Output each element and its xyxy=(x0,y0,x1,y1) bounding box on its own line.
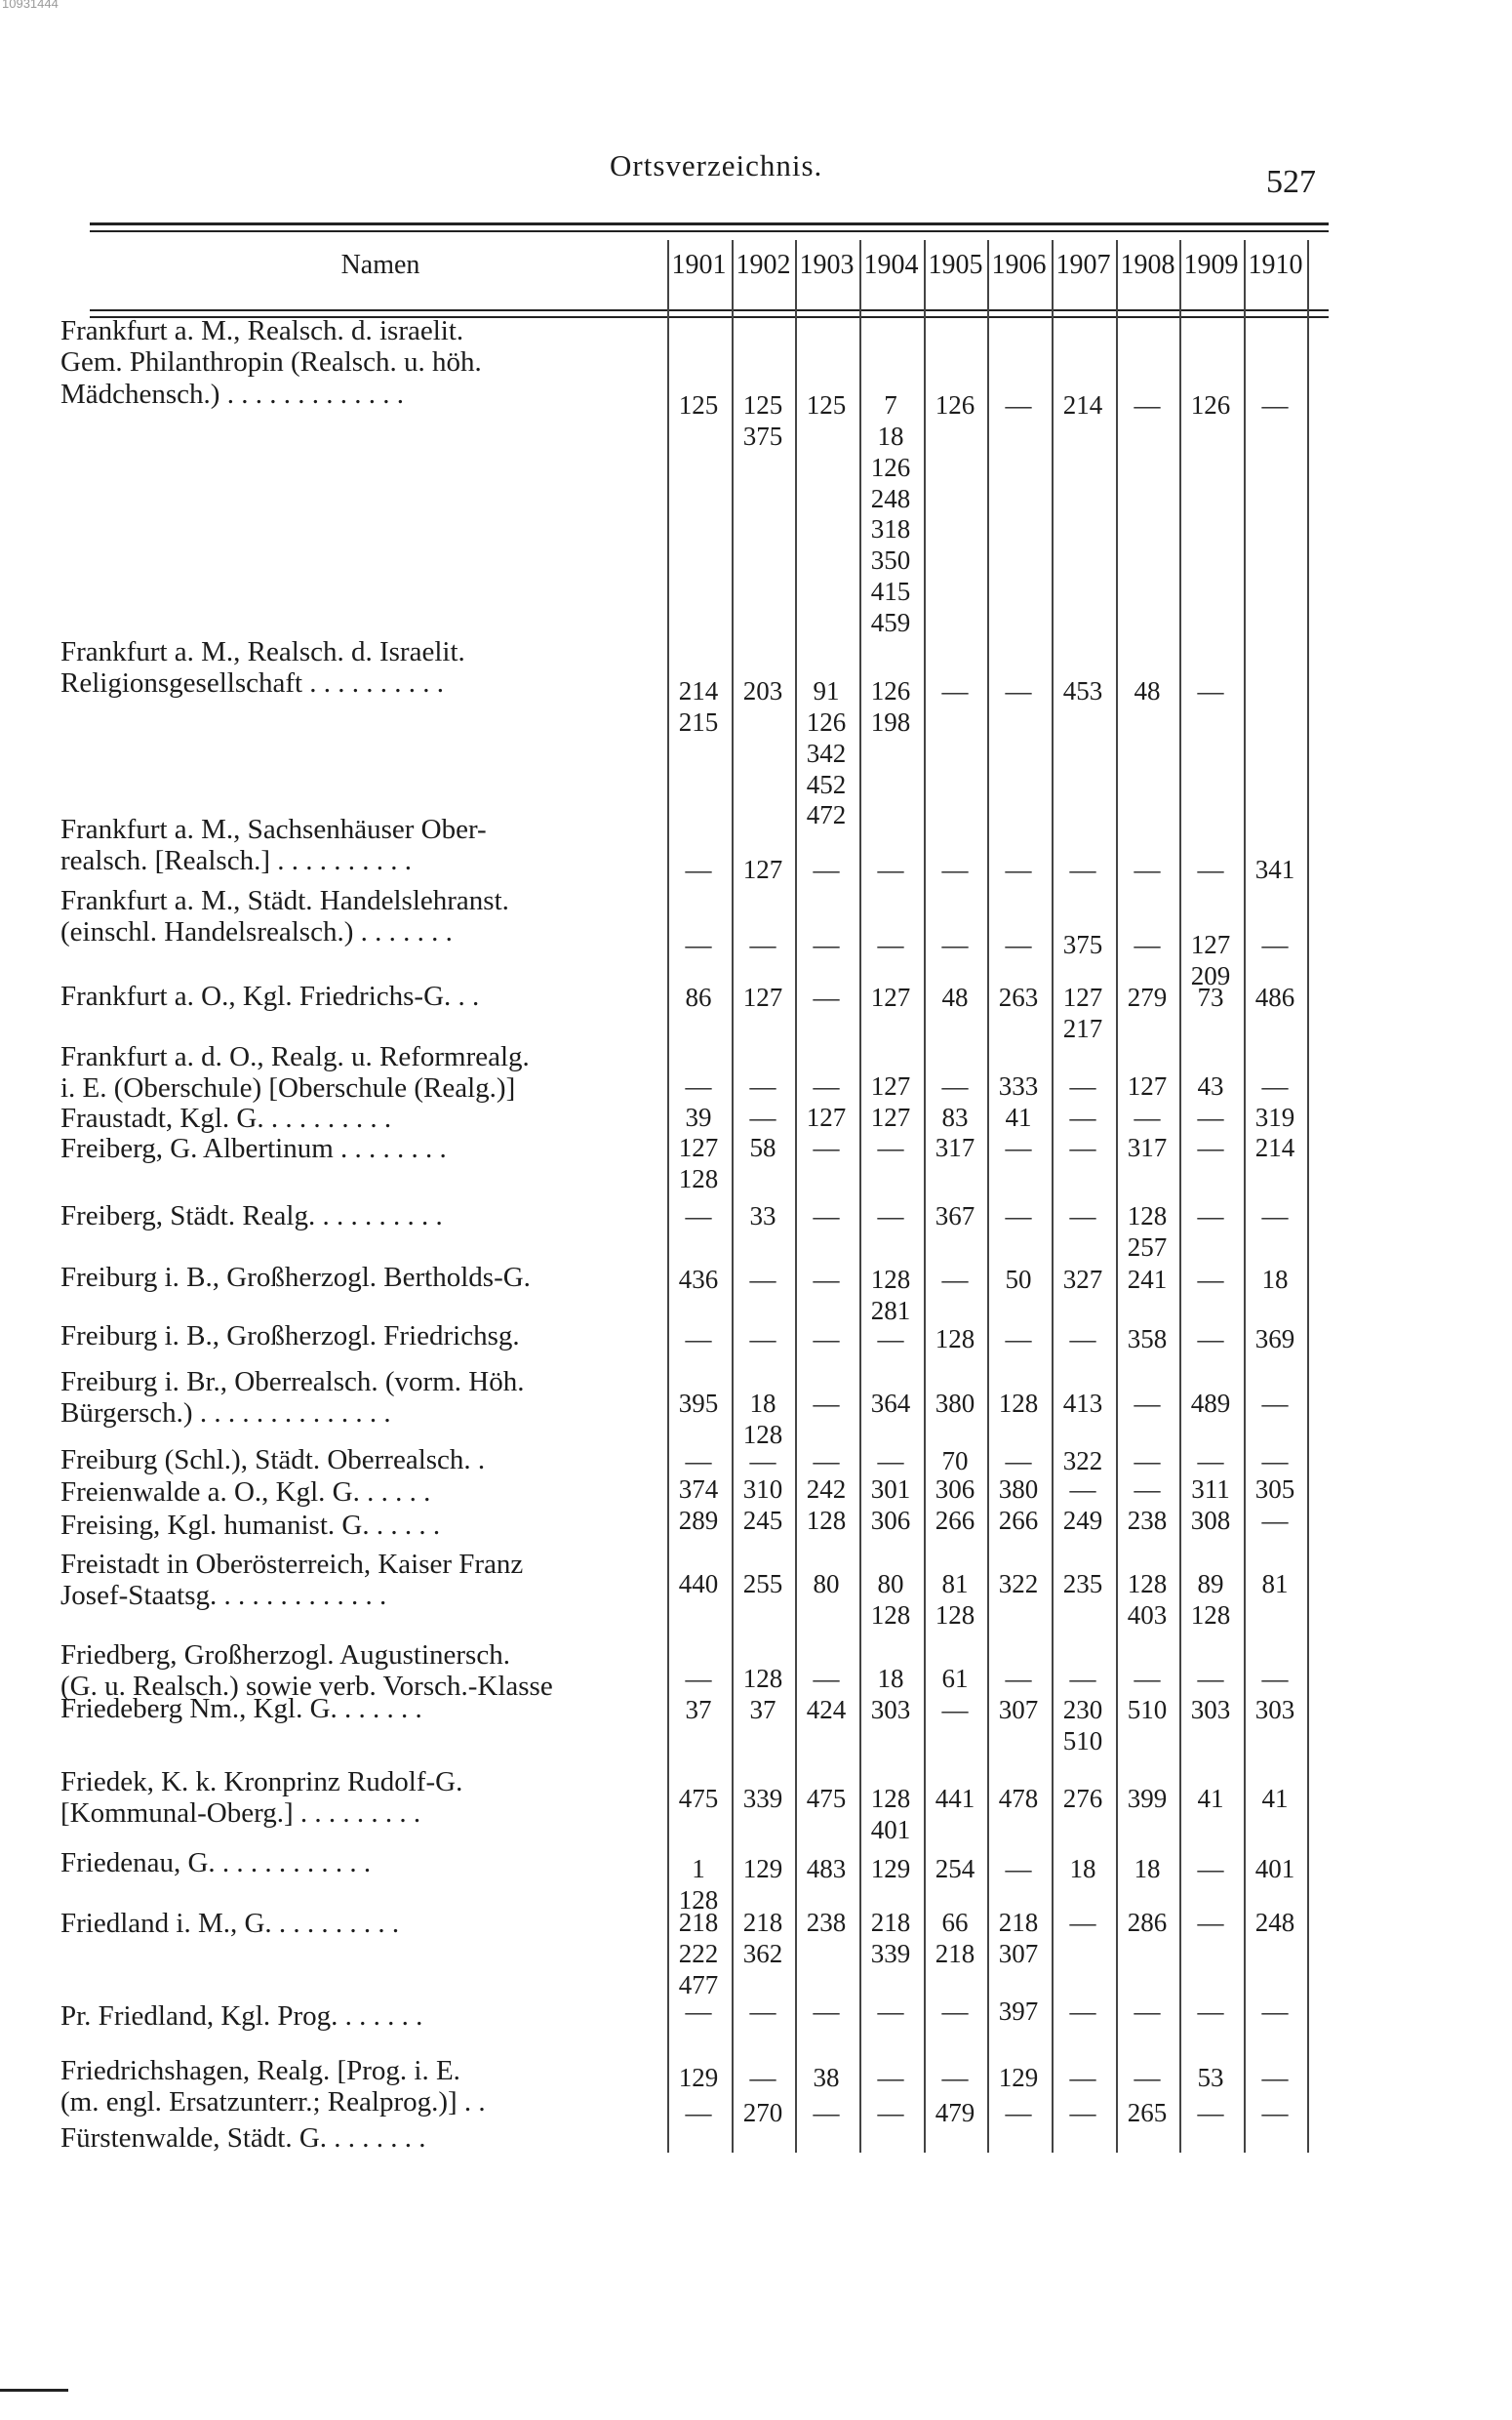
enrollment-cell: — xyxy=(1134,390,1161,420)
enrollment-cell: 276 xyxy=(1062,1784,1103,1813)
enrollment-cell: — xyxy=(1134,1389,1161,1418)
enrollment-cell: — xyxy=(941,855,969,884)
enrollment-cell: 43 xyxy=(1197,1071,1224,1101)
enrollment-cell: — xyxy=(941,1996,969,2026)
enrollment-cell: — xyxy=(749,1265,776,1294)
enrollment-cell: 303 xyxy=(1190,1695,1231,1724)
enrollment-cell: 401 xyxy=(1254,1854,1295,1883)
enrollment-cell: 333 xyxy=(998,1071,1039,1101)
scan-identifier: 10931444 xyxy=(2,0,59,11)
enrollment-cell: 129 xyxy=(742,1854,783,1883)
enrollment-cell: — xyxy=(813,2098,840,2127)
enrollment-cell: — xyxy=(1069,1474,1096,1504)
enrollment-cell: — xyxy=(877,2098,904,2127)
enrollment-cell: 89 128 xyxy=(1190,1569,1231,1630)
enrollment-cell: 214 xyxy=(1254,1133,1295,1162)
enrollment-cell: 18 xyxy=(1069,1854,1096,1883)
enrollment-cell: 127 209 xyxy=(1190,930,1231,990)
school-name: Freiburg i. Br., Oberrealsch. (vorm. Höh. Bürgersch.) . . . . . . . . . . . . . . xyxy=(60,1366,525,1430)
names-column-header: Namen xyxy=(340,250,420,280)
enrollment-cell: — xyxy=(813,1071,840,1101)
enrollment-cell: — xyxy=(813,930,840,959)
enrollment-cell: 18 xyxy=(1134,1854,1161,1883)
enrollment-cell: 127 xyxy=(870,1103,911,1132)
enrollment-cell: 18 xyxy=(877,1664,904,1693)
school-name: Frankfurt a. M., Realsch. d. israelit. Gem. Philanthropin (Realsch. u. höh. Mädchensch.) . . . . . . . . . . . . . xyxy=(60,315,482,410)
enrollment-cell: 48 xyxy=(1134,676,1161,706)
enrollment-cell: — xyxy=(749,1324,776,1353)
enrollment-cell: 255 xyxy=(742,1569,783,1598)
enrollment-cell: — xyxy=(941,930,969,959)
enrollment-cell: 127 xyxy=(1127,1071,1168,1101)
enrollment-cell: — xyxy=(877,1324,904,1353)
school-name: Pr. Friedland, Kgl. Prog. . . . . . . xyxy=(60,2000,423,2032)
school-name: Freistadt in Oberösterreich, Kaiser Franz Josef-Staatsg. . . . . . . . . . . . . xyxy=(60,1549,524,1612)
enrollment-cell: 319 xyxy=(1254,1103,1295,1132)
enrollment-cell: 263 xyxy=(998,983,1039,1012)
enrollment-cell: — xyxy=(685,1324,712,1353)
enrollment-cell: 80 xyxy=(813,1569,840,1598)
enrollment-cell: — xyxy=(877,1201,904,1230)
enrollment-cell: 358 xyxy=(1127,1324,1168,1353)
year-header: 1905 xyxy=(928,250,983,280)
enrollment-cell: 266 xyxy=(998,1506,1039,1535)
enrollment-cell: 238 xyxy=(1127,1506,1168,1535)
enrollment-cell: — xyxy=(1197,1133,1224,1162)
school-name: Freienwalde a. O., Kgl. G. . . . . . xyxy=(60,1476,431,1508)
enrollment-cell: 7 18 126 248 318 350 415 459 xyxy=(870,390,911,638)
enrollment-cell: 489 xyxy=(1190,1389,1231,1418)
school-name: Frankfurt a. d. O., Realg. u. Reformrealg. i. E. (Oberschule) [Oberschule (Realg.)] xyxy=(60,1041,530,1105)
enrollment-cell: — xyxy=(685,930,712,959)
enrollment-cell: 1 128 xyxy=(678,1854,719,1915)
enrollment-cell: 50 xyxy=(1005,1265,1032,1294)
enrollment-cell: 375 xyxy=(1062,930,1103,959)
enrollment-cell: — xyxy=(813,1265,840,1294)
enrollment-cell: 128 403 xyxy=(1127,1569,1168,1630)
school-name: Freiberg, Städt. Realg. . . . . . . . . . xyxy=(60,1200,443,1231)
enrollment-cell: 479 xyxy=(935,2098,975,2127)
enrollment-cell: 436 xyxy=(678,1265,719,1294)
enrollment-cell: — xyxy=(813,1996,840,2026)
enrollment-cell: 41 xyxy=(1197,1784,1224,1813)
enrollment-cell: — xyxy=(1261,2063,1289,2092)
enrollment-cell: 424 xyxy=(806,1695,847,1724)
enrollment-cell: — xyxy=(749,1996,776,2026)
enrollment-cell: — xyxy=(1069,1133,1096,1162)
enrollment-cell: — xyxy=(877,1996,904,2026)
enrollment-cell: 127 xyxy=(806,1103,847,1132)
enrollment-cell: — xyxy=(749,930,776,959)
enrollment-cell: 18 xyxy=(1261,1265,1289,1294)
enrollment-cell: — xyxy=(1197,1103,1224,1132)
enrollment-cell: — xyxy=(1005,855,1032,884)
school-name: Friedek, K. k. Kronprinz Rudolf-G. [Kommunal-Oberg.] . . . . . . . . . xyxy=(60,1766,463,1830)
enrollment-cell: 58 xyxy=(749,1133,776,1162)
school-name: Frankfurt a. O., Kgl. Friedrichs-G. . . xyxy=(60,981,480,1012)
school-name: Freiberg, G. Albertinum . . . . . . . . xyxy=(60,1133,447,1164)
school-name: Frankfurt a. M., Sachsenhäuser Ober- realsch. [Realsch.] . . . . . . . . . . xyxy=(60,814,487,877)
enrollment-cell: 413 xyxy=(1062,1389,1103,1418)
enrollment-cell: — xyxy=(749,1071,776,1101)
enrollment-cell: 128 281 xyxy=(870,1265,911,1325)
year-header: 1909 xyxy=(1183,250,1239,280)
enrollment-cell: 341 xyxy=(1254,855,1295,884)
enrollment-cell: — xyxy=(1197,2098,1224,2127)
enrollment-cell: — xyxy=(1005,1201,1032,1230)
enrollment-cell: 303 xyxy=(870,1695,911,1724)
enrollment-cell: — xyxy=(813,1324,840,1353)
enrollment-cell: 380 xyxy=(998,1474,1039,1504)
enrollment-cell: — xyxy=(1261,2098,1289,2127)
enrollment-cell: 311 xyxy=(1191,1474,1230,1504)
school-name: Fürstenwalde, Städt. G. . . . . . . . xyxy=(60,2122,426,2154)
school-name: Friedrichshagen, Realg. [Prog. i. E. (m. engl. Ersatzunterr.; Realprog.)] . . xyxy=(60,2055,486,2118)
enrollment-cell: 41 xyxy=(1261,1784,1289,1813)
enrollment-cell: — xyxy=(813,1446,840,1475)
top-double-rule-upper xyxy=(90,222,1329,225)
enrollment-cell: 218 362 xyxy=(742,1908,783,1968)
school-name: Friedenau, G. . . . . . . . . . . . xyxy=(60,1847,372,1878)
enrollment-cell: 230 510 xyxy=(1062,1695,1103,1755)
enrollment-cell: 81 128 xyxy=(935,1569,975,1630)
enrollment-cell: — xyxy=(1069,1201,1096,1230)
enrollment-cell: 53 xyxy=(1197,2063,1224,2092)
enrollment-cell: 41 xyxy=(1005,1103,1032,1132)
enrollment-cell: — xyxy=(1069,855,1096,884)
enrollment-cell: — xyxy=(1261,1201,1289,1230)
school-name: Fraustadt, Kgl. G. . . . . . . . . . xyxy=(60,1103,392,1134)
enrollment-cell: — xyxy=(1134,1474,1161,1504)
enrollment-cell: — xyxy=(685,1996,712,2026)
enrollment-cell: — xyxy=(685,1201,712,1230)
enrollment-cell: 218 339 xyxy=(870,1908,911,1968)
enrollment-cell: 289 xyxy=(678,1506,719,1535)
enrollment-cell: — xyxy=(1197,1446,1224,1475)
enrollment-cell: 395 xyxy=(678,1389,719,1418)
enrollment-cell: 380 xyxy=(935,1389,975,1418)
enrollment-cell: 128 401 xyxy=(870,1784,911,1844)
enrollment-cell: — xyxy=(1005,1854,1032,1883)
enrollment-cell: — xyxy=(1261,1506,1289,1535)
enrollment-cell: — xyxy=(1197,1664,1224,1693)
enrollment-cell: 441 xyxy=(935,1784,975,1813)
enrollment-cell: 235 xyxy=(1062,1569,1103,1598)
school-name: Frankfurt a. M., Städt. Handelslehranst. (einschl. Handelsrealsch.) . . . . . . . xyxy=(60,885,509,948)
enrollment-cell: — xyxy=(1134,1996,1161,2026)
enrollment-cell: 86 xyxy=(685,983,712,1012)
enrollment-cell: — xyxy=(685,1446,712,1475)
enrollment-cell: 440 xyxy=(678,1569,719,1598)
enrollment-cell: 306 xyxy=(870,1506,911,1535)
enrollment-cell: 286 xyxy=(1127,1908,1168,1937)
enrollment-cell: — xyxy=(1197,1854,1224,1883)
enrollment-cell: — xyxy=(1134,1103,1161,1132)
enrollment-cell: 127 217 xyxy=(1062,983,1103,1043)
enrollment-cell: — xyxy=(813,1389,840,1418)
enrollment-cell: 307 xyxy=(998,1695,1039,1724)
enrollment-cell: — xyxy=(685,1664,712,1693)
enrollment-cell: 128 257 xyxy=(1127,1201,1168,1262)
enrollment-cell: 245 xyxy=(742,1506,783,1535)
enrollment-cell: 127 xyxy=(742,855,783,884)
enrollment-cell: — xyxy=(1005,1664,1032,1693)
enrollment-cell: — xyxy=(1197,855,1224,884)
enrollment-cell: 127 xyxy=(870,1071,911,1101)
enrollment-cell: — xyxy=(877,1446,904,1475)
enrollment-cell: — xyxy=(1069,2063,1096,2092)
enrollment-cell: — xyxy=(941,1695,969,1724)
enrollment-cell: — xyxy=(813,1664,840,1693)
enrollment-cell: 127 xyxy=(742,983,783,1012)
enrollment-cell: 305 xyxy=(1254,1474,1295,1504)
enrollment-cell: 238 xyxy=(806,1908,847,1937)
year-header: 1903 xyxy=(799,250,855,280)
enrollment-cell: 475 xyxy=(806,1784,847,1813)
enrollment-cell: 37 xyxy=(749,1695,776,1724)
enrollment-cell: — xyxy=(941,1071,969,1101)
enrollment-cell: — xyxy=(1197,1265,1224,1294)
enrollment-cell: — xyxy=(749,1446,776,1475)
enrollment-cell: 126 xyxy=(1190,390,1231,420)
enrollment-cell: 327 xyxy=(1062,1265,1103,1294)
school-name: Frankfurt a. M., Realsch. d. Israelit. Religionsgesellschaft . . . . . . . . . . xyxy=(60,636,465,700)
top-double-rule-lower xyxy=(90,230,1329,232)
enrollment-cell: — xyxy=(1197,1908,1224,1937)
year-header: 1902 xyxy=(736,250,791,280)
enrollment-cell: — xyxy=(1197,676,1224,706)
enrollment-cell: 308 xyxy=(1190,1506,1231,1535)
enrollment-cell: 248 xyxy=(1254,1908,1295,1937)
enrollment-cell: — xyxy=(1197,1201,1224,1230)
enrollment-cell: — xyxy=(1134,855,1161,884)
enrollment-cell: 214 xyxy=(1062,390,1103,420)
enrollment-cell: — xyxy=(941,676,969,706)
enrollment-cell: 129 xyxy=(870,1854,911,1883)
enrollment-cell: — xyxy=(877,2063,904,2092)
enrollment-cell: 242 xyxy=(806,1474,847,1504)
enrollment-cell: — xyxy=(1069,2098,1096,2127)
enrollment-cell: 303 xyxy=(1254,1695,1295,1724)
column-separator xyxy=(1307,240,1309,2153)
enrollment-cell: — xyxy=(1197,1996,1224,2026)
enrollment-cell: 127 xyxy=(870,983,911,1012)
school-name: Freiburg (Schl.), Städt. Oberrealsch. . xyxy=(60,1444,486,1475)
school-name: Friedeberg Nm., Kgl. G. . . . . . . xyxy=(60,1693,422,1724)
enrollment-cell: — xyxy=(749,2063,776,2092)
enrollment-cell: 73 xyxy=(1197,983,1224,1012)
enrollment-cell: 310 xyxy=(742,1474,783,1504)
enrollment-cell: 61 xyxy=(941,1664,969,1693)
enrollment-cell: 129 xyxy=(998,2063,1039,2092)
enrollment-cell: 128 xyxy=(742,1664,783,1693)
enrollment-cell: — xyxy=(877,855,904,884)
enrollment-cell: 80 128 xyxy=(870,1569,911,1630)
enrollment-cell: — xyxy=(1261,1664,1289,1693)
enrollment-cell: 91 126 342 452 472 xyxy=(806,676,847,830)
school-name: Friedland i. M., G. . . . . . . . . . xyxy=(60,1908,400,1939)
enrollment-cell: 18 128 xyxy=(742,1389,783,1449)
enrollment-cell: 510 xyxy=(1127,1695,1168,1724)
enrollment-cell: 317 xyxy=(1127,1133,1168,1162)
enrollment-cell: 241 xyxy=(1127,1265,1168,1294)
enrollment-cell: 125 xyxy=(678,390,719,420)
enrollment-cell: — xyxy=(1005,390,1032,420)
enrollment-cell: — xyxy=(1134,1664,1161,1693)
enrollment-cell: 39 xyxy=(685,1103,712,1132)
enrollment-cell: 128 xyxy=(806,1506,847,1535)
enrollment-cell: 126 xyxy=(935,390,975,420)
enrollment-cell: — xyxy=(1134,2063,1161,2092)
enrollment-cell: — xyxy=(1069,1103,1096,1132)
enrollment-cell: — xyxy=(1005,1133,1032,1162)
enrollment-cell: — xyxy=(1261,1071,1289,1101)
year-header: 1906 xyxy=(991,250,1047,280)
enrollment-cell: 265 xyxy=(1127,2098,1168,2127)
enrollment-cell: — xyxy=(1069,1071,1096,1101)
enrollment-cell: — xyxy=(685,1071,712,1101)
enrollment-cell: 128 xyxy=(935,1324,975,1353)
enrollment-cell: — xyxy=(1261,390,1289,420)
enrollment-cell: — xyxy=(1069,1908,1096,1937)
enrollment-cell: — xyxy=(1134,1446,1161,1475)
enrollment-cell: 203 xyxy=(742,676,783,706)
enrollment-cell: 369 xyxy=(1254,1324,1295,1353)
enrollment-cell: 367 xyxy=(935,1201,975,1230)
enrollment-cell: — xyxy=(1069,1324,1096,1353)
year-header: 1907 xyxy=(1055,250,1111,280)
enrollment-cell: — xyxy=(1261,1996,1289,2026)
year-header: 1904 xyxy=(863,250,919,280)
enrollment-cell: 399 xyxy=(1127,1784,1168,1813)
enrollment-cell: 48 xyxy=(941,983,969,1012)
enrollment-cell: 125 xyxy=(806,390,847,420)
enrollment-cell: 70 xyxy=(941,1446,969,1475)
enrollment-cell: 126 198 xyxy=(870,676,911,737)
enrollment-cell: 249 xyxy=(1062,1506,1103,1535)
enrollment-cell: — xyxy=(1261,930,1289,959)
enrollment-cell: 214 215 xyxy=(678,676,719,737)
enrollment-cell: — xyxy=(1134,930,1161,959)
enrollment-cell: 266 xyxy=(935,1506,975,1535)
enrollment-cell: 83 xyxy=(941,1103,969,1132)
enrollment-cell: 397 xyxy=(998,1996,1039,2026)
bottom-edge-mark xyxy=(0,2389,68,2392)
year-header: 1901 xyxy=(671,250,727,280)
enrollment-cell: — xyxy=(941,1265,969,1294)
enrollment-cell: 125 375 xyxy=(742,390,783,451)
enrollment-cell: 129 xyxy=(678,2063,719,2092)
enrollment-cell: 475 xyxy=(678,1784,719,1813)
enrollment-cell: — xyxy=(1005,930,1032,959)
enrollment-cell: — xyxy=(1069,1996,1096,2026)
enrollment-cell: 322 xyxy=(998,1569,1039,1598)
enrollment-cell: 374 xyxy=(678,1474,719,1504)
enrollment-cell: 306 xyxy=(935,1474,975,1504)
enrollment-cell: — xyxy=(1069,1664,1096,1693)
enrollment-cell: 218 307 xyxy=(998,1908,1039,1968)
enrollment-cell: — xyxy=(1005,676,1032,706)
school-name: Freising, Kgl. humanist. G. . . . . . xyxy=(60,1510,441,1541)
enrollment-cell: — xyxy=(1005,2098,1032,2127)
enrollment-cell: 127 128 xyxy=(678,1133,719,1193)
enrollment-cell: — xyxy=(685,855,712,884)
enrollment-cell: — xyxy=(1005,1324,1032,1353)
enrollment-cell: — xyxy=(813,983,840,1012)
enrollment-cell: — xyxy=(1005,1446,1032,1475)
enrollment-cell: 270 xyxy=(742,2098,783,2127)
enrollment-cell: 301 xyxy=(870,1474,911,1504)
enrollment-cell: — xyxy=(941,2063,969,2092)
enrollment-cell: 317 xyxy=(935,1133,975,1162)
enrollment-cell: — xyxy=(1261,1389,1289,1418)
enrollment-cell: — xyxy=(877,1133,904,1162)
enrollment-cell: 486 xyxy=(1254,983,1295,1012)
enrollment-cell: 483 xyxy=(806,1854,847,1883)
enrollment-cell: 339 xyxy=(742,1784,783,1813)
enrollment-cell: 38 xyxy=(813,2063,840,2092)
enrollment-cell: 279 xyxy=(1127,983,1168,1012)
enrollment-cell: 364 xyxy=(870,1389,911,1418)
running-title: Ortsverzeichnis. xyxy=(610,148,823,182)
enrollment-cell: 478 xyxy=(998,1784,1039,1813)
school-name: Friedberg, Großherzogl. Augustinersch. (G. u. Realsch.) sowie verb. Vorsch.-Klasse xyxy=(60,1639,553,1703)
enrollment-cell: — xyxy=(1261,1446,1289,1475)
enrollment-cell: — xyxy=(1197,1324,1224,1353)
school-name: Freiburg i. B., Großherzogl. Friedrichsg. xyxy=(60,1320,520,1351)
enrollment-cell: 66 218 xyxy=(935,1908,975,1968)
enrollment-cell: 81 xyxy=(1261,1569,1289,1598)
enrollment-cell: — xyxy=(685,2098,712,2127)
enrollment-cell: — xyxy=(813,855,840,884)
header-bottom-rule-upper xyxy=(90,309,1329,311)
enrollment-cell: — xyxy=(813,1133,840,1162)
enrollment-cell: 218 222 477 xyxy=(678,1908,719,1999)
year-header: 1910 xyxy=(1248,250,1303,280)
enrollment-cell: — xyxy=(813,1201,840,1230)
enrollment-cell: 322 xyxy=(1062,1446,1103,1475)
enrollment-cell: 453 xyxy=(1062,676,1103,706)
enrollment-cell: — xyxy=(877,930,904,959)
school-name: Freiburg i. B., Großherzogl. Bertholds-G. xyxy=(60,1262,531,1293)
enrollment-cell: — xyxy=(749,1103,776,1132)
enrollment-cell: 37 xyxy=(685,1695,712,1724)
enrollment-cell: 254 xyxy=(935,1854,975,1883)
enrollment-cell: 128 xyxy=(998,1389,1039,1418)
year-header: 1908 xyxy=(1120,250,1175,280)
enrollment-cell: 33 xyxy=(749,1201,776,1230)
page-number: 527 xyxy=(1266,164,1316,200)
